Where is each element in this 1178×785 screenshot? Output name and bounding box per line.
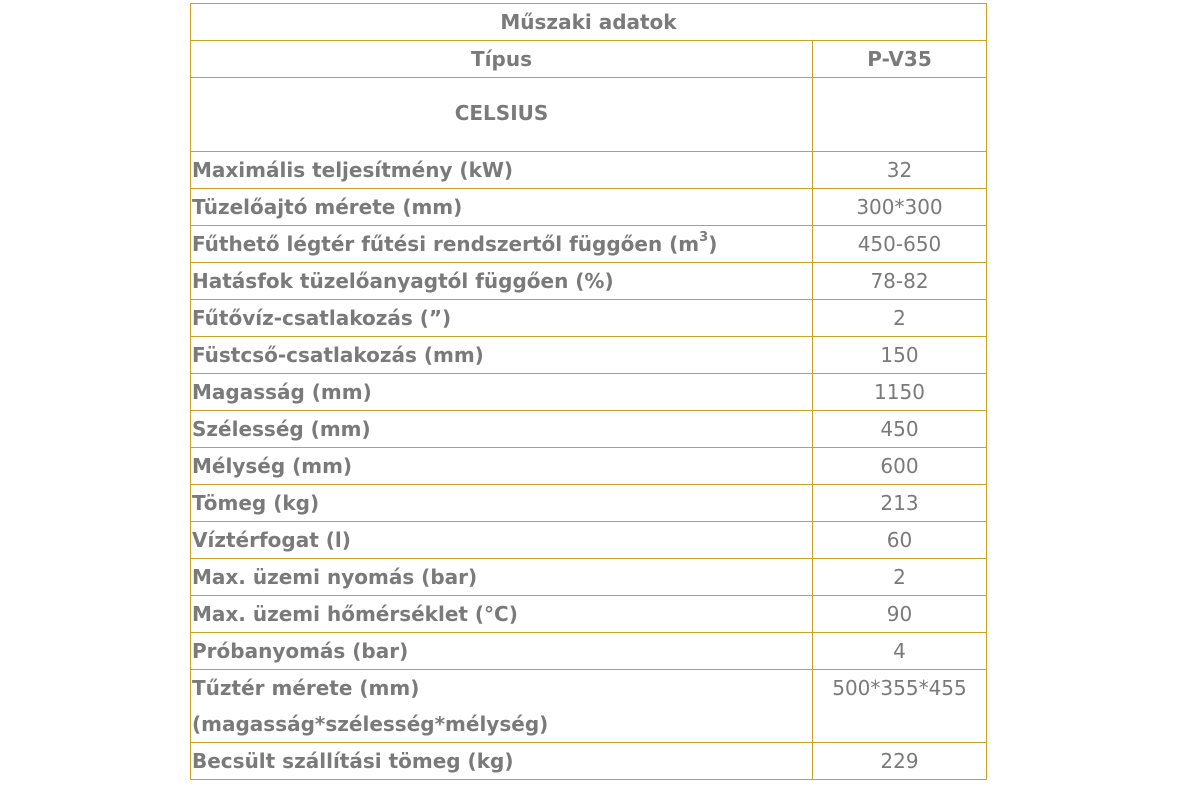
row-label: Tömeg (kg) [191, 485, 813, 522]
table-row [191, 448, 987, 485]
table-row [191, 522, 987, 559]
row-value: 300*300 [813, 189, 987, 226]
table-row [191, 189, 987, 226]
brand-name: CELSIUS [191, 78, 813, 152]
row-label: Mélység (mm) [191, 448, 813, 485]
row-value: 600 [813, 448, 987, 485]
row-value: 450 [813, 411, 987, 448]
table-row [191, 743, 987, 780]
row-value: 213 [813, 485, 987, 522]
row-label: Magasság (mm) [191, 374, 813, 411]
row-label [191, 226, 813, 263]
type-label: Típus [191, 41, 813, 78]
row-label-line2: (magasság*szélesség*mélység) [192, 712, 549, 736]
table-row [191, 670, 987, 743]
row-label: Fűtővíz-csatlakozás (”) [191, 300, 813, 337]
row-label: Max. üzemi nyomás (bar) [191, 559, 813, 596]
row-label: Víztérfogat (l) [191, 522, 813, 559]
row-value: 1150 [813, 374, 987, 411]
row-label: Füstcső-csatlakozás (mm) [191, 337, 813, 374]
row-label: Becsült szállítási tömeg (kg) [191, 743, 813, 780]
table-row [191, 152, 987, 189]
row-label-superscript: 3 [699, 229, 709, 245]
row-value: 90 [813, 596, 987, 633]
row-label: Tüzelőajtó mérete (mm) [191, 189, 813, 226]
brand-row [191, 78, 987, 152]
spec-table [190, 3, 987, 780]
type-row [191, 41, 987, 78]
row-label: Maximális teljesítmény (kW) [191, 152, 813, 189]
row-value: 2 [813, 300, 987, 337]
table-row [191, 374, 987, 411]
table-row [191, 633, 987, 670]
row-value: 150 [813, 337, 987, 374]
row-value: 500*355*455 [813, 670, 987, 743]
row-label: Max. üzemi hőmérséklet (°C) [191, 596, 813, 633]
row-label: Szélesség (mm) [191, 411, 813, 448]
row-value: 78-82 [813, 263, 987, 300]
row-value: 450-650 [813, 226, 987, 263]
row-label: Hatásfok tüzelőanyagtól függően (%) [191, 263, 813, 300]
table-row [191, 300, 987, 337]
table-row [191, 337, 987, 374]
table-row [191, 559, 987, 596]
row-label-line1: Tűztér mérete (mm) [192, 676, 420, 700]
brand-value [813, 78, 987, 152]
table-row [191, 263, 987, 300]
row-value: 2 [813, 559, 987, 596]
table-row [191, 226, 987, 263]
row-label-suffix: ) [708, 231, 718, 256]
type-value: P-V35 [813, 41, 987, 78]
table-row [191, 411, 987, 448]
row-value: 4 [813, 633, 987, 670]
row-value: 60 [813, 522, 987, 559]
table-title: Műszaki adatok [191, 4, 987, 41]
row-label [191, 670, 813, 743]
table-row [191, 485, 987, 522]
table-row [191, 596, 987, 633]
table-title-row [191, 4, 987, 41]
row-label-text: Fűthető légtér fűtési rendszertől függően (m [192, 231, 700, 256]
row-value: 229 [813, 743, 987, 780]
row-value: 32 [813, 152, 987, 189]
row-label: Próbanyomás (bar) [191, 633, 813, 670]
